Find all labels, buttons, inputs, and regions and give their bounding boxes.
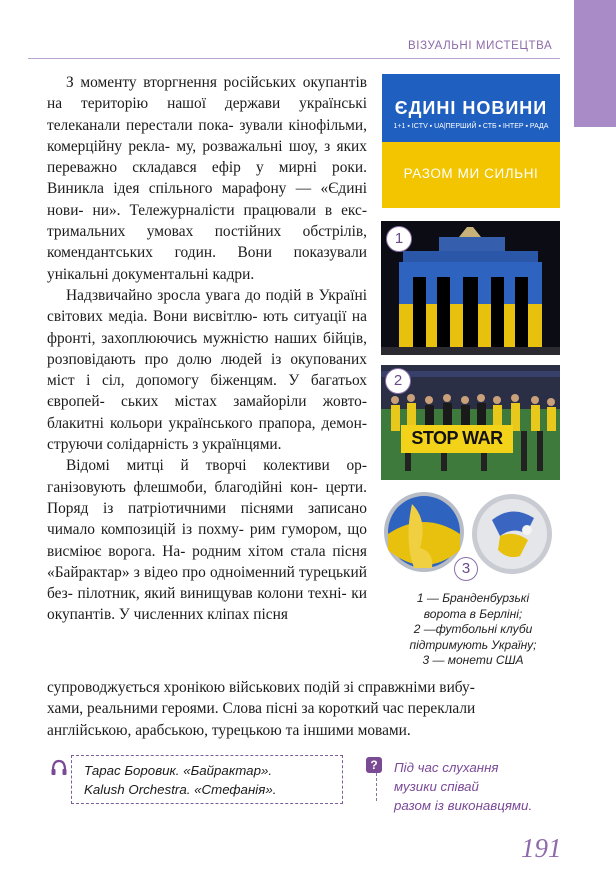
photos-caption: 1 — Бранденбурзькі ворота в Берліні; 2 —футбольні клуби підтримують Україну; 3 — монети США <box>409 591 537 668</box>
header-rule <box>28 58 560 59</box>
listening-box <box>71 755 343 804</box>
question-icon: ? <box>366 757 382 773</box>
page-corner-tab <box>574 0 616 127</box>
singing-tip: Під час слухання музики співай разом із виконавцями. <box>394 760 533 813</box>
headphones-icon <box>50 758 68 776</box>
banner-slogan: РАЗОМ МИ СИЛЬНІ <box>403 166 539 181</box>
paragraph-2: Надзвичайно зросла увага до подій в Україні світових медіа. Вони висвітлю- ють ситуації на фронті, захоплюючись мужністю наших бійців, розповідають про долю людей із окупованих міст і сіл, допомогу біженцям. У багатьох європей- ських містах замайоріли жовто-блакитні кольори українського прапора, демон- струючи солідарність з українцями. <box>47 286 367 454</box>
banner-channel-logos: 1+1 ▪ ICTV ▪ UA|ПЕРШИЙ ▪ СТБ ▪ ІНТЕР ▪ РАДА <box>393 123 549 130</box>
news-marathon-banner <box>382 74 560 208</box>
stop-war-banner-text: STOP WAR <box>411 428 503 448</box>
paragraph-3-continuation: супроводжується хронікою військових подій зі справжніми вибу- хами, реальними героями. Слова пісні за короткий час переклали англійською, арабською, турецькою та іншими мовами. <box>47 679 476 739</box>
body-text-column <box>47 72 367 626</box>
football-clubs-photo <box>381 365 560 480</box>
us-coins-photo <box>382 490 560 586</box>
banner-title: ЄДИНІ НОВИНИ <box>394 98 548 118</box>
listening-item-2: Kalush Orchestra. «Стефанія». <box>84 781 277 797</box>
paragraph-3: Відомі митці й творчі колективи ор- ганізовують флешмоби, благодійні кон- церти. Поряд із патріотичними піснями записано чимало композицій із похму- рим гумором, що висміює ворога. На- родним хітом стала пісня «Байрактар» з відео про одноіменний турецький без- пілотник, який винищував колони техні- ки окупантів. У численних кліпах пісня <box>47 457 367 624</box>
photo-number-3: 3 <box>454 557 478 581</box>
paragraph-1: З моменту вторгнення російських окупантів на територію нашої держави українські телеканали перестали пока- зували кінофільми, комерційну рекла- му, розважальні шоу, з яких переважно складався ефір у мирні роки. Виникла ідея спільного марафону — «Єдині нови- ни». Тележурналісти працювали в екс- тримальних умовах постійних обстрілів, комендантських годин. Вони показували унікальні документальні кадри. <box>47 74 367 283</box>
brandenburg-gate-photo <box>381 221 560 355</box>
tip-dashed-line <box>376 773 378 801</box>
page-number: 191 <box>521 833 562 863</box>
photo-number-2: 2 <box>385 368 411 394</box>
photo-number-1: 1 <box>386 226 412 252</box>
section-header: ВІЗУАЛЬНІ МИСТЕЦТВА <box>408 40 553 52</box>
listening-item-1: Тарас Боровик. «Байрактар». <box>84 763 273 778</box>
